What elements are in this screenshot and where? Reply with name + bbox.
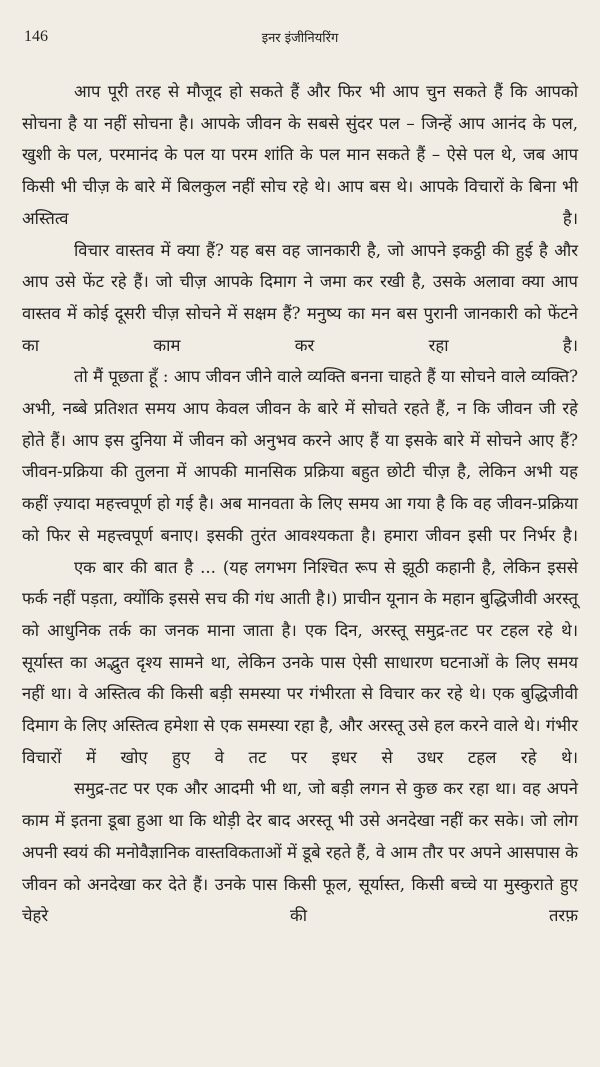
paragraph: समुद्र-तट पर एक और आदमी भी था, जो बड़ी लगन से कुछ कर रहा था। वह अपने काम में इतना डूबा हुआ था कि थोड़ी देर बाद अरस्तू भी उसे अनदेखा नहीं कर सके। जो लोग अपनी स्वयं की मनोवैज्ञानिक वास्तविकताओं में डूबे रहते हैं, वे आम तौर पर अपने आसपास के जीवन को अनदेखा कर देते हैं। उनके पास किसी फूल, सूर्यास्त, किसी बच्चे या मुस्कुराते हुए चेहरे की तरफ़: [22, 779, 578, 926]
running-title: इनर इंजीनियरिंग: [261, 31, 339, 46]
page-header: [22, 28, 578, 54]
paragraph: आप पूरी तरह से मौजूद हो सकते हैं और फिर भी आप चुन सकते हैं कि आपको सोचना है या नहीं सोचना है। आपके जीवन के सबसे सुंदर पल – जिन्हें आप आनंद के पल, खुशी के पल, परमानंद के पल या परम शांति के पल मान सकते हैं – ऐसे पल थे, जब आप किसी भी चीज़ के बारे में बिलकुल नहीं सोच रहे थे। आप बस थे। आपके विचारों के बिना भी अस्तित्व है।: [22, 82, 578, 228]
body-text: [22, 76, 578, 932]
paragraph: एक बार की बात है ... (यह लगभग निश्चित रूप से झूठी कहानी है, लेकिन इससे फर्क नहीं पड़ता, क्योंकि इससे सच की गंध आती है।) प्राचीन यूनान के महान बुद्धिजीवी अरस्तू को आधुनिक तर्क का जनक माना जाता है। एक दिन, अरस्तू समुद्र-तट पर टहल रहे थे। सूर्यास्त का अद्भुत दृश्य सामने था, लेकिन उनके पास ऐसी साधारण घटनाओं के लिए समय नहीं था। वे अस्तित्व की किसी बड़ी समस्या पर गंभीरता से विचार कर रहे थे। एक बुद्धिजीवी दिमाग के लिए अस्तित्व हमेशा से एक समस्या रहा है, और अरस्तू उसे हल करने वाले थे। गंभीर विचारों में खोए हुए वे तट पर इधर से उधर टहल रहे थे।: [22, 557, 578, 767]
page-number: 146: [24, 28, 48, 45]
paragraph: तो मैं पूछता हूँ : आप जीवन जीने वाले व्यक्ति बनना चाहते हैं या सोचने वाले व्यक्ति? अभी, नब्बे प्रतिशत समय आप केवल जीवन के बारे में सोचते रहते हैं, न कि जीवन जी रहे होते हैं। आप इस दुनिया में जीवन को अनुभव करने आए हैं या इसके बारे में सोचने आए हैं? जीवन-प्रक्रिया की तुलना में आपकी मानसिक प्रक्रिया बहुत छोटी चीज़ है, लेकिन अभी यह कहीं ज़्यादा महत्त्वपूर्ण हो गई है। अब मानवता के लिए समय आ गया है कि वह जीवन-प्रक्रिया को फिर से महत्त्वपूर्ण बनाए। इसकी तुरंत आवश्यकता है। हमारा जीवन इसी पर निर्भर है।: [22, 367, 578, 545]
paragraph: विचार वास्तव में क्या हैं? यह बस वह जानकारी है, जो आपने इकट्ठी की हुई है और आप उसे फेंट रहे हैं। जो चीज़ आपके दिमाग ने जमा कर रखी है, उसके अलावा क्या आप वास्तव में कोई दूसरी चीज़ सोचने में सक्षम हैं? मनुष्य का मन बस पुरानी जानकारी को फेंटने का काम कर रहा है।: [22, 240, 578, 355]
